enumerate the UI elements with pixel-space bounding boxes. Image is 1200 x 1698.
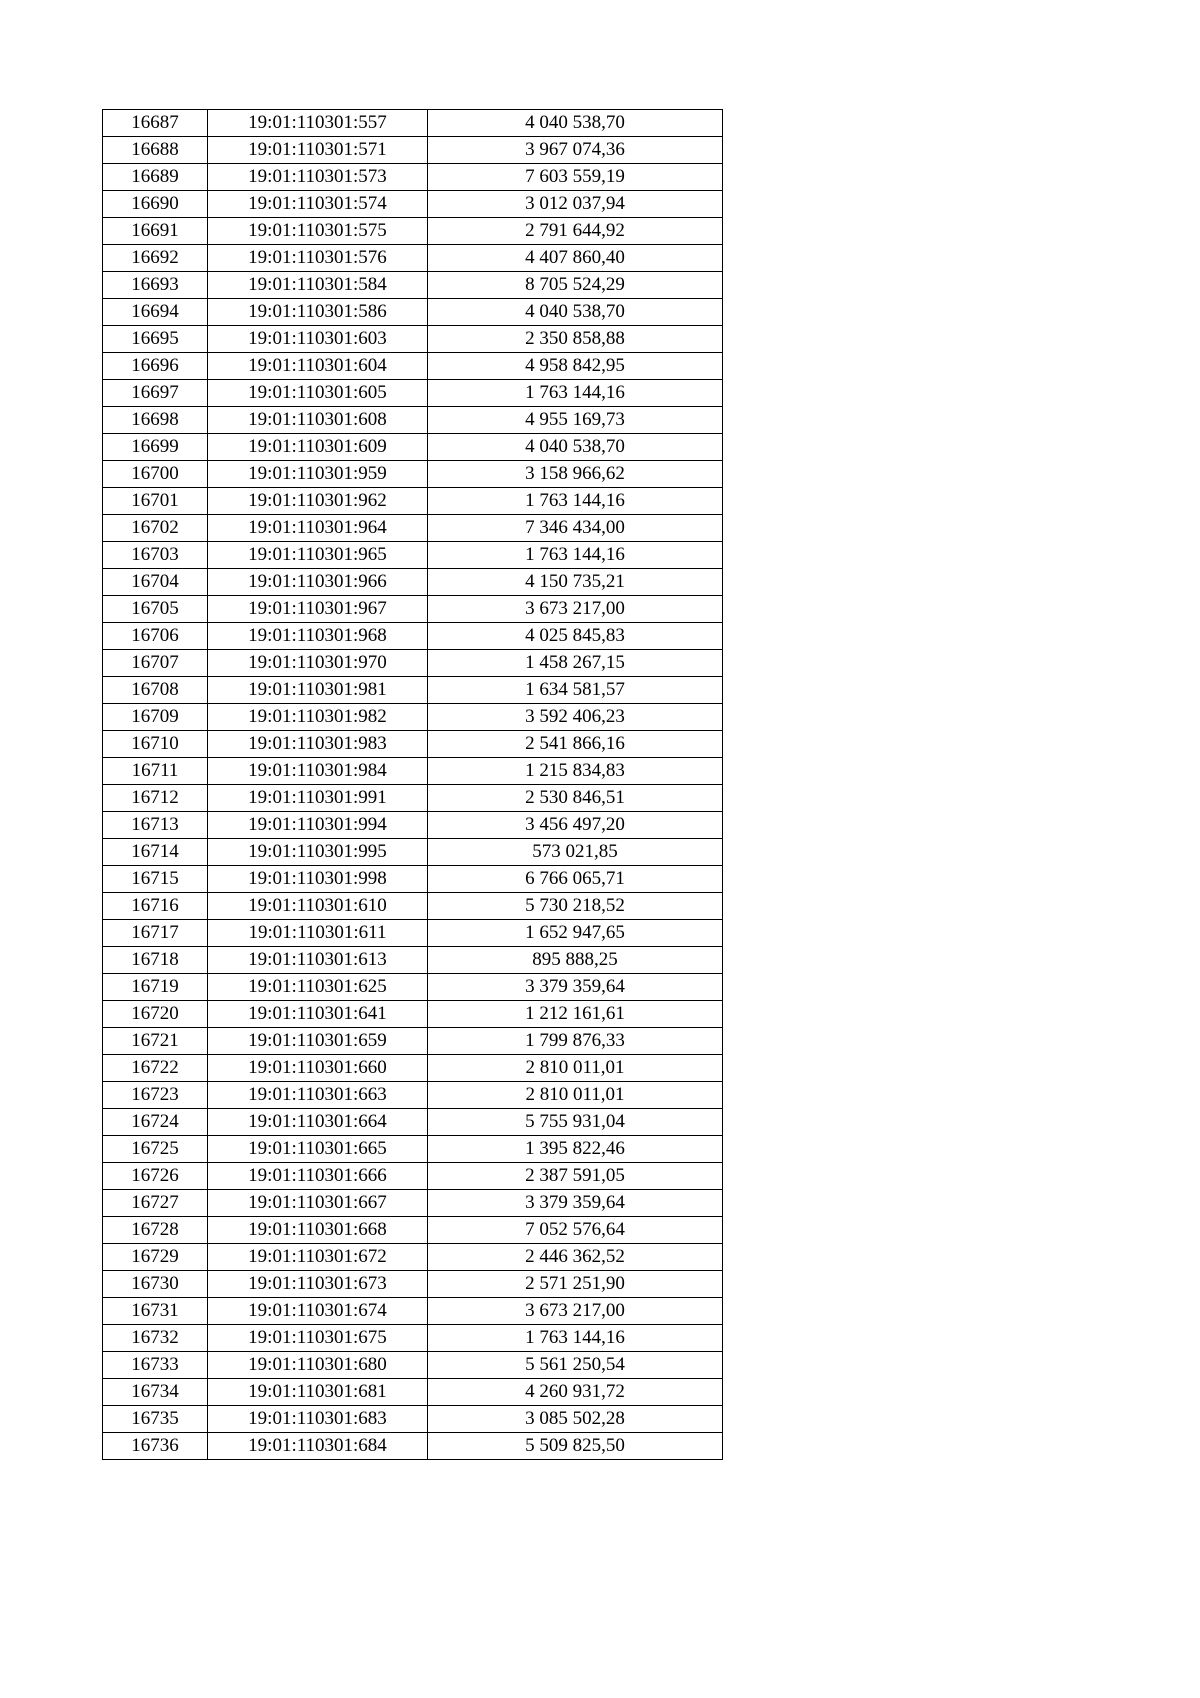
cadastral-value-cell: 4 040 538,70 [428, 110, 723, 137]
table-row [103, 299, 723, 326]
row-number-cell: 16691 [103, 218, 208, 245]
cadastral-value-cell: 3 085 502,28 [428, 1406, 723, 1433]
cadastral-value-cell: 1 763 144,16 [428, 488, 723, 515]
row-number-cell: 16708 [103, 677, 208, 704]
row-number-cell: 16704 [103, 569, 208, 596]
row-number-cell: 16706 [103, 623, 208, 650]
cadastral-number-cell: 19:01:110301:673 [208, 1271, 428, 1298]
cadastral-value-cell: 5 509 825,50 [428, 1433, 723, 1460]
table-row [103, 353, 723, 380]
cadastral-number-cell: 19:01:110301:991 [208, 785, 428, 812]
row-number-cell: 16703 [103, 542, 208, 569]
cadastral-number-cell: 19:01:110301:683 [208, 1406, 428, 1433]
table-row [103, 542, 723, 569]
table-row [103, 947, 723, 974]
row-number-cell: 16707 [103, 650, 208, 677]
table-row [103, 1163, 723, 1190]
table-row [103, 488, 723, 515]
row-number-cell: 16698 [103, 407, 208, 434]
cadastral-value-cell: 2 791 644,92 [428, 218, 723, 245]
cadastral-number-cell: 19:01:110301:613 [208, 947, 428, 974]
table-row [103, 596, 723, 623]
table-row [103, 434, 723, 461]
table-row [103, 569, 723, 596]
table-body [103, 110, 723, 1460]
table-row [103, 866, 723, 893]
cadastral-number-cell: 19:01:110301:660 [208, 1055, 428, 1082]
cadastral-number-cell: 19:01:110301:959 [208, 461, 428, 488]
row-number-cell: 16726 [103, 1163, 208, 1190]
row-number-cell: 16722 [103, 1055, 208, 1082]
table-row [103, 1136, 723, 1163]
row-number-cell: 16721 [103, 1028, 208, 1055]
row-number-cell: 16713 [103, 812, 208, 839]
row-number-cell: 16736 [103, 1433, 208, 1460]
row-number-cell: 16720 [103, 1001, 208, 1028]
cadastral-number-cell: 19:01:110301:994 [208, 812, 428, 839]
cadastral-number-cell: 19:01:110301:605 [208, 380, 428, 407]
cadastral-number-cell: 19:01:110301:664 [208, 1109, 428, 1136]
row-number-cell: 16724 [103, 1109, 208, 1136]
cadastral-value-cell: 2 350 858,88 [428, 326, 723, 353]
cadastral-value-cell: 2 810 011,01 [428, 1082, 723, 1109]
row-number-cell: 16697 [103, 380, 208, 407]
cadastral-number-cell: 19:01:110301:680 [208, 1352, 428, 1379]
row-number-cell: 16718 [103, 947, 208, 974]
cadastral-value-cell: 7 052 576,64 [428, 1217, 723, 1244]
cadastral-number-cell: 19:01:110301:666 [208, 1163, 428, 1190]
cadastral-value-cell: 3 379 359,64 [428, 974, 723, 1001]
cadastral-number-cell: 19:01:110301:998 [208, 866, 428, 893]
cadastral-value-cell: 5 755 931,04 [428, 1109, 723, 1136]
cadastral-value-cell: 4 025 845,83 [428, 623, 723, 650]
cadastral-number-cell: 19:01:110301:668 [208, 1217, 428, 1244]
table-row [103, 677, 723, 704]
table-row [103, 731, 723, 758]
table-row [103, 218, 723, 245]
cadastral-value-cell: 4 955 169,73 [428, 407, 723, 434]
table-row [103, 191, 723, 218]
cadastral-value-cell: 6 766 065,71 [428, 866, 723, 893]
table-row [103, 272, 723, 299]
row-number-cell: 16725 [103, 1136, 208, 1163]
table-row [103, 1028, 723, 1055]
row-number-cell: 16700 [103, 461, 208, 488]
cadastral-value-cell: 3 012 037,94 [428, 191, 723, 218]
table-row [103, 1244, 723, 1271]
cadastral-value-cell: 4 040 538,70 [428, 434, 723, 461]
cadastral-value-cell: 2 446 362,52 [428, 1244, 723, 1271]
cadastral-number-cell: 19:01:110301:995 [208, 839, 428, 866]
cadastral-number-cell: 19:01:110301:610 [208, 893, 428, 920]
cadastral-value-cell: 1 634 581,57 [428, 677, 723, 704]
table-row [103, 1271, 723, 1298]
cadastral-number-cell: 19:01:110301:675 [208, 1325, 428, 1352]
row-number-cell: 16735 [103, 1406, 208, 1433]
row-number-cell: 16730 [103, 1271, 208, 1298]
cadastral-number-cell: 19:01:110301:967 [208, 596, 428, 623]
row-number-cell: 16732 [103, 1325, 208, 1352]
table-row [103, 1055, 723, 1082]
table-row [103, 758, 723, 785]
row-number-cell: 16731 [103, 1298, 208, 1325]
cadastral-value-cell: 1 652 947,65 [428, 920, 723, 947]
row-number-cell: 16705 [103, 596, 208, 623]
cadastral-value-cell: 3 379 359,64 [428, 1190, 723, 1217]
cadastral-number-cell: 19:01:110301:574 [208, 191, 428, 218]
cadastral-value-cell: 4 150 735,21 [428, 569, 723, 596]
row-number-cell: 16692 [103, 245, 208, 272]
row-number-cell: 16696 [103, 353, 208, 380]
row-number-cell: 16690 [103, 191, 208, 218]
table-row [103, 1190, 723, 1217]
table-row [103, 407, 723, 434]
cadastral-value-cell: 3 673 217,00 [428, 596, 723, 623]
table-row [103, 704, 723, 731]
cadastral-value-cell: 4 260 931,72 [428, 1379, 723, 1406]
row-number-cell: 16709 [103, 704, 208, 731]
table-row [103, 461, 723, 488]
cadastral-value-cell: 2 541 866,16 [428, 731, 723, 758]
row-number-cell: 16694 [103, 299, 208, 326]
cadastral-number-cell: 19:01:110301:983 [208, 731, 428, 758]
row-number-cell: 16717 [103, 920, 208, 947]
cadastral-number-cell: 19:01:110301:964 [208, 515, 428, 542]
cadastral-value-cell: 4 407 860,40 [428, 245, 723, 272]
cadastral-value-cell: 1 763 144,16 [428, 542, 723, 569]
cadastral-number-cell: 19:01:110301:603 [208, 326, 428, 353]
cadastral-number-cell: 19:01:110301:609 [208, 434, 428, 461]
cadastral-value-cell: 1 458 267,15 [428, 650, 723, 677]
table-row [103, 1109, 723, 1136]
row-number-cell: 16693 [103, 272, 208, 299]
cadastral-value-cell: 7 603 559,19 [428, 164, 723, 191]
table-row [103, 1379, 723, 1406]
cadastral-value-cell: 5 561 250,54 [428, 1352, 723, 1379]
cadastral-number-cell: 19:01:110301:659 [208, 1028, 428, 1055]
table-row [103, 164, 723, 191]
row-number-cell: 16710 [103, 731, 208, 758]
cadastral-value-cell: 573 021,85 [428, 839, 723, 866]
cadastral-value-table [102, 109, 723, 1460]
cadastral-number-cell: 19:01:110301:557 [208, 110, 428, 137]
row-number-cell: 16687 [103, 110, 208, 137]
cadastral-number-cell: 19:01:110301:625 [208, 974, 428, 1001]
table-row [103, 380, 723, 407]
row-number-cell: 16727 [103, 1190, 208, 1217]
row-number-cell: 16689 [103, 164, 208, 191]
row-number-cell: 16728 [103, 1217, 208, 1244]
row-number-cell: 16712 [103, 785, 208, 812]
row-number-cell: 16716 [103, 893, 208, 920]
cadastral-number-cell: 19:01:110301:982 [208, 704, 428, 731]
table-row [103, 623, 723, 650]
cadastral-value-cell: 1 212 161,61 [428, 1001, 723, 1028]
cadastral-value-cell: 3 967 074,36 [428, 137, 723, 164]
cadastral-value-cell: 1 395 822,46 [428, 1136, 723, 1163]
cadastral-value-cell: 8 705 524,29 [428, 272, 723, 299]
cadastral-value-cell: 7 346 434,00 [428, 515, 723, 542]
cadastral-number-cell: 19:01:110301:575 [208, 218, 428, 245]
cadastral-value-cell: 1 799 876,33 [428, 1028, 723, 1055]
cadastral-value-cell: 4 040 538,70 [428, 299, 723, 326]
table-row [103, 893, 723, 920]
row-number-cell: 16723 [103, 1082, 208, 1109]
cadastral-number-cell: 19:01:110301:681 [208, 1379, 428, 1406]
cadastral-number-cell: 19:01:110301:962 [208, 488, 428, 515]
cadastral-value-cell: 3 673 217,00 [428, 1298, 723, 1325]
cadastral-number-cell: 19:01:110301:641 [208, 1001, 428, 1028]
table-row [103, 650, 723, 677]
row-number-cell: 16701 [103, 488, 208, 515]
row-number-cell: 16734 [103, 1379, 208, 1406]
cadastral-value-cell: 1 763 144,16 [428, 380, 723, 407]
cadastral-value-cell: 5 730 218,52 [428, 893, 723, 920]
table-row [103, 1001, 723, 1028]
table-row [103, 839, 723, 866]
table-row [103, 326, 723, 353]
cadastral-value-cell: 895 888,25 [428, 947, 723, 974]
cadastral-number-cell: 19:01:110301:672 [208, 1244, 428, 1271]
cadastral-number-cell: 19:01:110301:984 [208, 758, 428, 785]
cadastral-value-cell: 2 571 251,90 [428, 1271, 723, 1298]
cadastral-number-cell: 19:01:110301:573 [208, 164, 428, 191]
table-row [103, 245, 723, 272]
cadastral-number-cell: 19:01:110301:586 [208, 299, 428, 326]
table-row [103, 812, 723, 839]
table-row [103, 1433, 723, 1460]
cadastral-number-cell: 19:01:110301:965 [208, 542, 428, 569]
cadastral-number-cell: 19:01:110301:684 [208, 1433, 428, 1460]
table-row [103, 110, 723, 137]
table-row [103, 974, 723, 1001]
table-row [103, 920, 723, 947]
cadastral-value-cell: 2 530 846,51 [428, 785, 723, 812]
table-row [103, 1406, 723, 1433]
row-number-cell: 16715 [103, 866, 208, 893]
cadastral-number-cell: 19:01:110301:576 [208, 245, 428, 272]
row-number-cell: 16733 [103, 1352, 208, 1379]
cadastral-number-cell: 19:01:110301:966 [208, 569, 428, 596]
table-row [103, 1082, 723, 1109]
cadastral-number-cell: 19:01:110301:608 [208, 407, 428, 434]
row-number-cell: 16695 [103, 326, 208, 353]
cadastral-value-cell: 1 215 834,83 [428, 758, 723, 785]
table-row [103, 1352, 723, 1379]
cadastral-number-cell: 19:01:110301:968 [208, 623, 428, 650]
cadastral-number-cell: 19:01:110301:663 [208, 1082, 428, 1109]
cadastral-number-cell: 19:01:110301:981 [208, 677, 428, 704]
row-number-cell: 16729 [103, 1244, 208, 1271]
table-row [103, 1325, 723, 1352]
table-row [103, 515, 723, 542]
cadastral-value-cell: 2 810 011,01 [428, 1055, 723, 1082]
cadastral-value-cell: 1 763 144,16 [428, 1325, 723, 1352]
cadastral-number-cell: 19:01:110301:584 [208, 272, 428, 299]
cadastral-number-cell: 19:01:110301:970 [208, 650, 428, 677]
table-row [103, 1298, 723, 1325]
row-number-cell: 16719 [103, 974, 208, 1001]
cadastral-number-cell: 19:01:110301:611 [208, 920, 428, 947]
cadastral-value-cell: 3 158 966,62 [428, 461, 723, 488]
table-row [103, 785, 723, 812]
row-number-cell: 16688 [103, 137, 208, 164]
row-number-cell: 16699 [103, 434, 208, 461]
cadastral-number-cell: 19:01:110301:571 [208, 137, 428, 164]
cadastral-value-cell: 2 387 591,05 [428, 1163, 723, 1190]
cadastral-number-cell: 19:01:110301:667 [208, 1190, 428, 1217]
row-number-cell: 16702 [103, 515, 208, 542]
cadastral-value-cell: 3 592 406,23 [428, 704, 723, 731]
cadastral-number-cell: 19:01:110301:604 [208, 353, 428, 380]
cadastral-value-cell: 4 958 842,95 [428, 353, 723, 380]
cadastral-number-cell: 19:01:110301:674 [208, 1298, 428, 1325]
table-row [103, 1217, 723, 1244]
cadastral-number-cell: 19:01:110301:665 [208, 1136, 428, 1163]
row-number-cell: 16711 [103, 758, 208, 785]
table-row [103, 137, 723, 164]
cadastral-value-cell: 3 456 497,20 [428, 812, 723, 839]
row-number-cell: 16714 [103, 839, 208, 866]
